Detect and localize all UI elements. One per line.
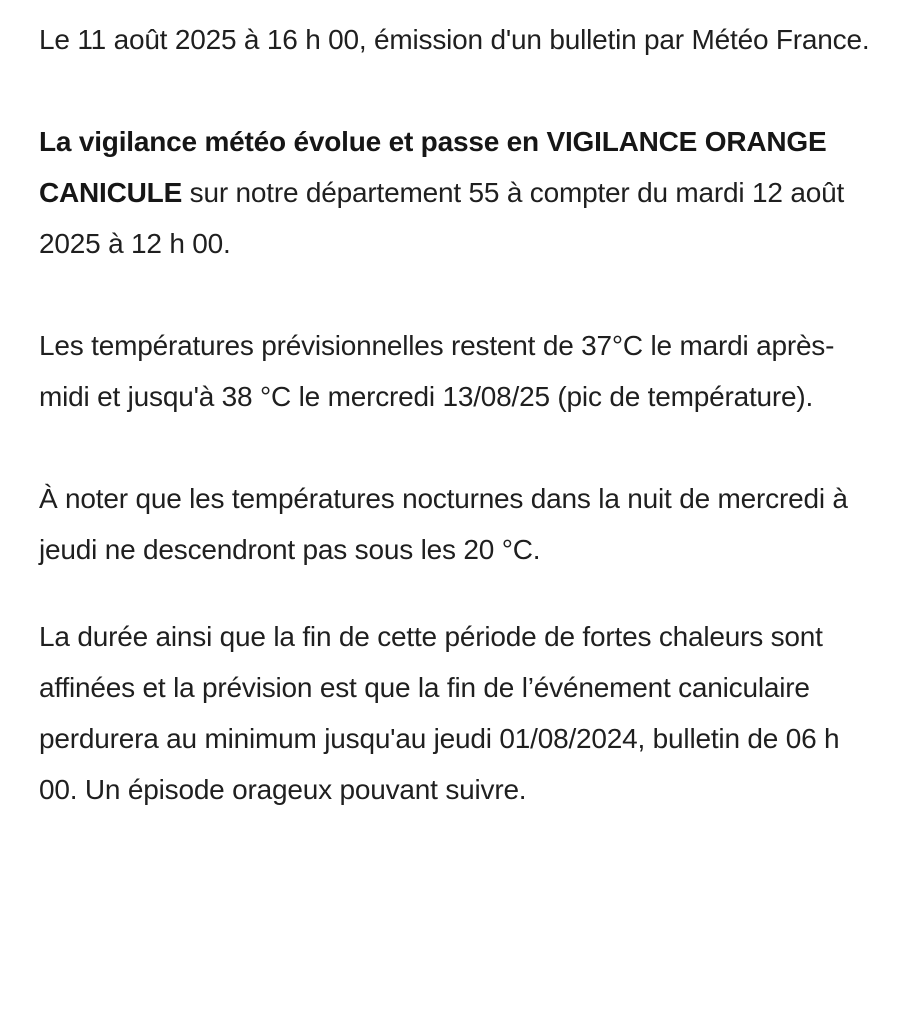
heatwave-duration: La durée ainsi que la fin de cette période de fortes chaleurs sont affinées et la prévision est que la fin de l’événement caniculaire perdurera au minimum jusqu'au jeudi 01/08/2024, bulletin de 06 h 00. Un épisode orageux pouvant suivre. xyxy=(39,621,840,805)
temperature-forecast: Les températures prévisionnelles restent de 37°C le mardi après-midi et jusqu'à 38 °C le mercredi 13/08/25 (pic de température). xyxy=(39,330,835,412)
vigilance-alert-paragraph xyxy=(39,116,876,269)
vigilance-alert-headline: La vigilance météo évolue et passe en VIGILANCE ORANGE CANICULE xyxy=(39,126,827,208)
bulletin-intro: Le 11 août 2025 à 16 h 00, émission d'un bulletin par Météo France. xyxy=(39,24,870,55)
night-temperatures: À noter que les températures nocturnes dans la nuit de mercredi à jeudi ne descendront pas sous les 20 °C. xyxy=(39,483,848,565)
vigilance-alert-details: sur notre département 55 à compter du mardi 12 août 2025 à 12 h 00. xyxy=(39,177,845,259)
